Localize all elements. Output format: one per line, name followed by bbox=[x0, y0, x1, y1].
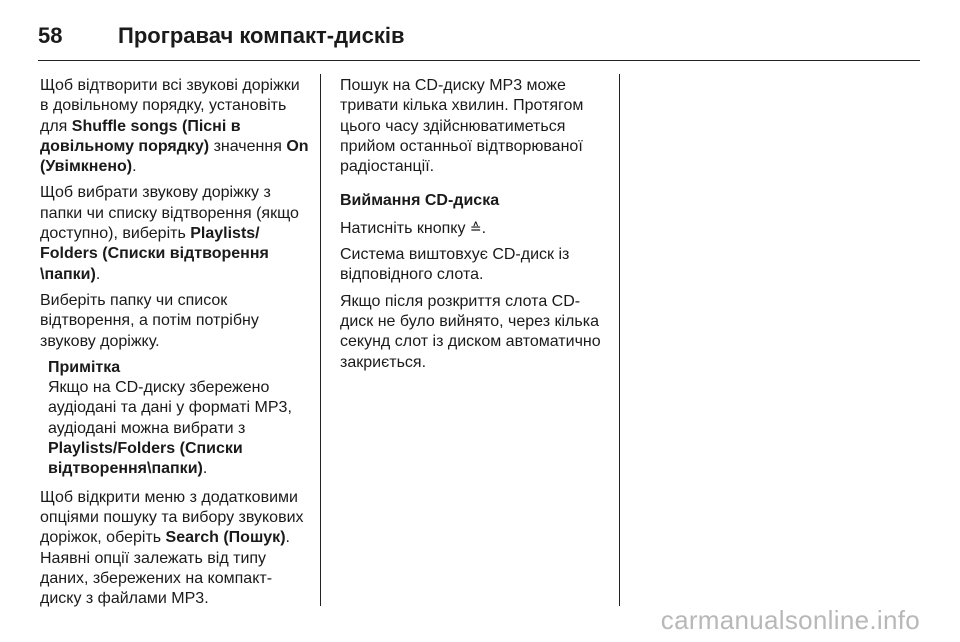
paragraph-playlists bbox=[40, 183, 312, 284]
page-header bbox=[38, 12, 920, 61]
text: Щоб вибрати звукову доріжку з папки чи списку відтворення (якщо доступно), виберіть bbox=[40, 184, 299, 243]
paragraph-eject-result: Система виштовхує CD-диск із відповідного слота. bbox=[340, 246, 570, 284]
text: Натисніть кнопку bbox=[340, 219, 470, 237]
text: . bbox=[202, 460, 208, 478]
paragraph-mp3-search: Пошук на CD-диску MP3 може тривати кілька хвилин. Протягом цього часу здійснюватиметься прийом останньої відтворюваної радіостанції. bbox=[340, 77, 584, 176]
text: значення bbox=[209, 137, 287, 155]
text: Якщо на CD-диску збережено аудіодані та дані у форматі MP3, аудіодані можна вибрати з bbox=[48, 379, 292, 437]
eject-icon: ≙ bbox=[469, 219, 482, 236]
option-shuffle-songs: Shuffle songs (Пісні в довільному порядку) bbox=[40, 117, 241, 155]
value-on: On (Увімкнено) bbox=[40, 137, 309, 176]
watermark: carmanualsonline.info bbox=[660, 605, 920, 635]
paragraph-search bbox=[40, 488, 312, 610]
page-number: 58 bbox=[38, 23, 63, 48]
column-divider bbox=[619, 74, 620, 606]
text: Щоб відтворити всі звукові доріжки в довільному порядку, установіть для bbox=[40, 77, 300, 135]
option-playlists-folders: Playlists/ Folders (Списки відтворення \папки) bbox=[40, 225, 269, 283]
note-heading: Примітка bbox=[48, 358, 121, 376]
text: . Наявні опції залежать від типу даних, збережених на компакт-диску з файлами MP3. bbox=[40, 529, 290, 608]
text: Щоб відкрити меню з додатковими опціями пошуку та вибору звукових доріжок, оберіть bbox=[40, 488, 304, 547]
text: . bbox=[95, 265, 101, 283]
column-left bbox=[40, 76, 312, 615]
page-title: Програвач компакт-дисків bbox=[118, 23, 405, 48]
paragraph-auto-close: Якщо після розкриття слота CD-диск не було вийнято, через кілька секунд слот із диском автоматично закриється. bbox=[340, 292, 601, 371]
note-box bbox=[48, 358, 312, 480]
option-playlists-folders-note: Playlists/Folders (Списки відтворення\папки) bbox=[48, 440, 243, 478]
column-right bbox=[340, 76, 610, 379]
note-body bbox=[48, 378, 312, 479]
text: . bbox=[132, 158, 137, 176]
paragraph-shuffle bbox=[40, 76, 312, 177]
option-search: Search (Пошук) bbox=[165, 529, 286, 547]
column-divider bbox=[320, 74, 321, 606]
paragraph-select-folder: Виберіть папку чи список відтворення, а потім потрібну звукову доріжку. bbox=[40, 291, 259, 350]
text: . bbox=[481, 219, 487, 237]
paragraph-press-eject bbox=[340, 218, 610, 239]
section-heading-eject: Виймання CD-диска bbox=[340, 192, 500, 210]
